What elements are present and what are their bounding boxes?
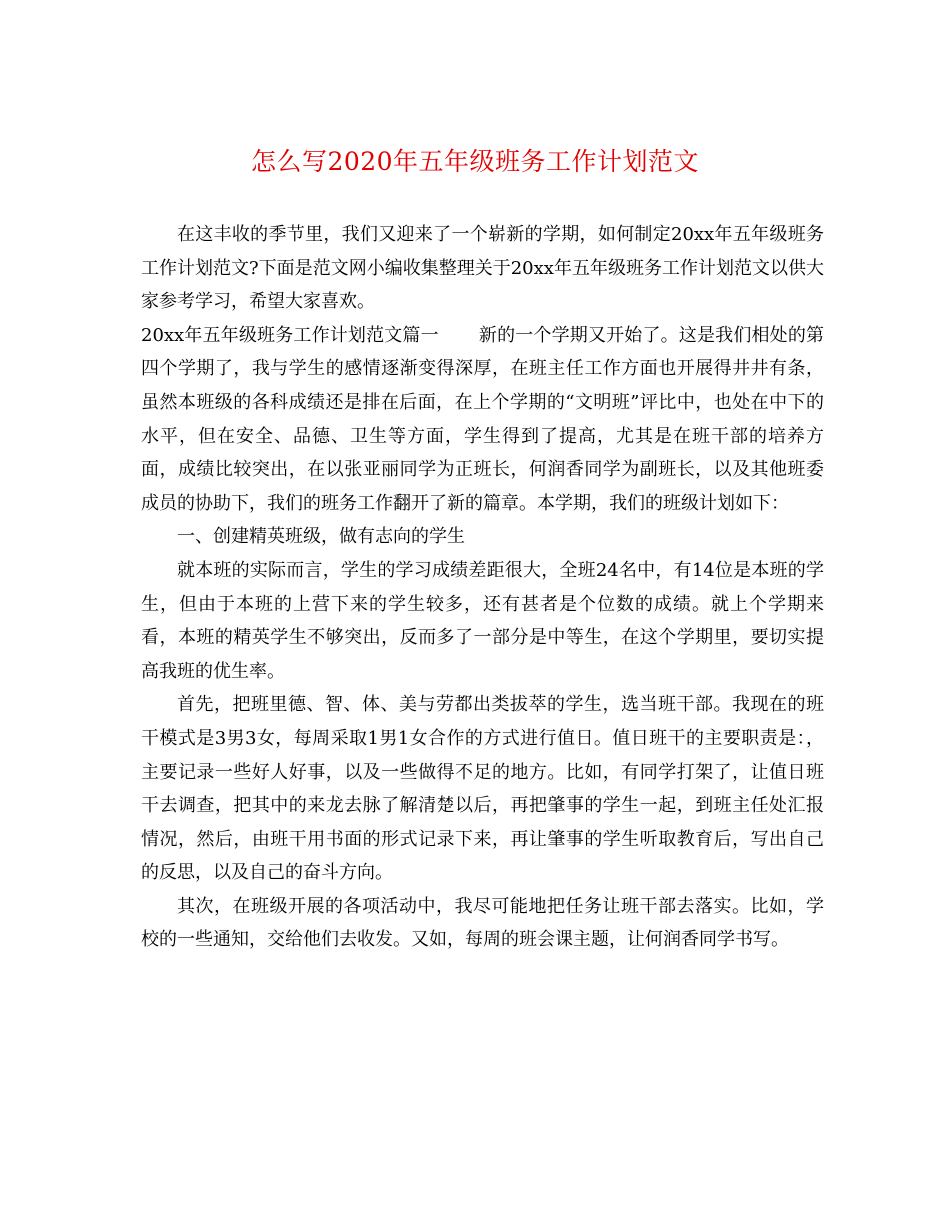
subheading-1: 一、创建精英班级，做有志向的学生 <box>177 526 465 548</box>
document-body <box>141 218 824 957</box>
section-heading: 20xx年五年级班务工作计划范文篇一 <box>141 324 439 346</box>
section-first-paragraph: 新的一个学期又开始了。这是我们相处的第四个学期了，我与学生的感情逐渐变得深厚，在班主任工作方面也开展得井井有条，虽然本班级的各科成绩还是排在后面，在上个学期的“文明班”评比中，也处在中下的水平，但在安全、品德、卫生等方面，学生得到了提高，尤其是在班干部的培养方面，成绩比较突出，在以张亚丽同学为正班长，何润香同学为副班长，以及其他班委成员的协助下，我们的班务工作翻开了新的篇章。本学期，我们的班级计划如下： <box>141 324 824 514</box>
paragraph-2: 首先，把班里德、智、体、美与劳都出类拔萃的学生，选当班干部。我现在的班干模式是3男3女，每周采取1男1女合作的方式进行值日。值日班干的主要职责是：，主要记录一些好人好事，以及一些做得不足的地方。比如，有同学打架了，让值日班干去调查，把其中的来龙去脉了解清楚以后，再把肇事的学生一起，到班主任处汇报情况，然后，由班干用书面的形式记录下来，再让肇事的学生听取教育后，写出自己的反思，以及自己的奋斗方向。 <box>141 694 824 884</box>
section-paragraph <box>141 319 824 521</box>
paragraph-1: 就本班的实际而言，学生的学习成绩差距很大，全班24名中，有14位是本班的学生，但由于本班的上营下来的学生较多，还有甚者是个位数的成绩。就上个学期来看，本班的精英学生不够突出，反而多了一部分是中等生，在这个学期里，要切实提高我班的优生率。 <box>141 559 824 682</box>
intro-paragraph: 在这丰收的季节里，我们又迎来了一个崭新的学期，如何制定20xx年五年级班务工作计划范文?下面是范文网小编收集整理关于20xx年五年级班务工作计划范文以供大家参考学习，希望大家喜欢。 <box>141 224 824 313</box>
paragraph-3: 其次，在班级开展的各项活动中，我尽可能地把任务让班干部去落实。比如，学校的一些通知，交给他们去收发。又如，每周的班会课主题，让何润香同学书写。 <box>141 895 824 951</box>
document-title: 怎么写2020年五年级班务工作计划范文 <box>250 147 700 176</box>
